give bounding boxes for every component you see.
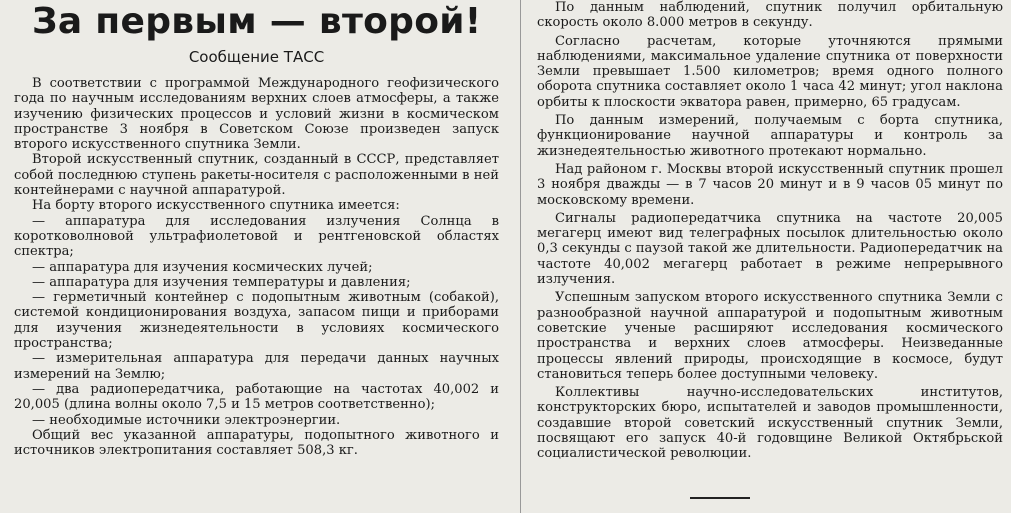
headline: За первым — второй! [32, 1, 482, 42]
list-item: — измерительная аппаратура для передачи данных научных измерений на Землю; [14, 351, 499, 382]
paragraph: Согласно расчетам, которые уточняются прямыми наблюдениями, максимальное удаление спутника от поверхности Земли превышает 1.500 километров; время одного полного оборота спутника составляет около 1 часа 42 минут; угол наклона орбиты к плоскости экватора равен, примерно, 65 градусам. [537, 33, 1003, 110]
paragraph: Второй искусственный спутник, созданный в СССР, представляет собой последнюю ступень ракеты-носителя с расположенными в ней контейнерами с научной аппаратурой. [14, 152, 499, 199]
paragraph: В соответствии с программой Международного геофизического года по научным исследованиям верхних слоев атмосферы, а также изучению физических процессов и условий жизни в космическом пространстве 3 ноября в Советском Союзе произведен запуск второго искусственного спутника Земли. [14, 76, 499, 153]
right-column [520, 0, 1011, 513]
closing-rule [690, 497, 750, 499]
paragraph: Коллективы научно-исследовательских институтов, конструкторских бюро, испытателей и заводов промышленности, создавшие второй советский искусственный спутник Земли, посвящают его запуск 40-й годовщине Великой Октябрьской социалистической революции. [537, 385, 1003, 462]
paragraph: Сигналы радиопередатчика спутника на частоте 20,005 мегагерц имеют вид телеграфных посылок длительностью около 0,3 секунды с паузой такой же длительности. Радиопередатчик на частоте 40,002 мегагерц работает в режиме непрерывного излучения. [537, 210, 1003, 288]
list-item: — аппаратура для изучения космических лучей; [32, 259, 373, 275]
paragraph: По данным измерений, получаемым с борта спутника, функционирование научной аппаратуры и контроль за жизнедеятельностью животного протекают нормально. [537, 113, 1003, 159]
list-item: — два радиопередатчика, работающие на частотах 40,002 и 20,005 (длина волны около 7,5 и 15 метров соответственно); [14, 381, 499, 413]
left-body [14, 76, 499, 458]
list-item: — аппаратура для изучения температуры и давления; [32, 274, 411, 290]
list-item: — необходимые источники электроэнергии. [32, 412, 341, 428]
paragraph: Над районом г. Москвы второй искусственный спутник прошел 3 ноября дважды — в 7 часов 20 минут и в 9 часов 05 минут по московскому времени. [537, 161, 1003, 208]
paragraph: Общий вес указанной аппаратуры, подопытного животного и источников электропитания составляет 508,3 кг. [14, 427, 499, 459]
paragraph: Успешным запуском второго искусственного спутника Земли с разнообразной научной аппаратурой и подопытным животным советские ученые расширяют исследования космического пространства и верхних слоев атмосферы. Неизведанные процессы явлений природы, происходящие в космосе, будут становиться теперь более доступными человеку. [537, 290, 1003, 382]
paragraph: По данным наблюдений, спутник получил орбитальную скорость около 8.000 метров в секунду. [537, 0, 1003, 31]
list-item: — герметичный контейнер с подопытным животным (собакой), системой кондиционирования воздуха, запасом пищи и приборами для изучения жизнедеятельности в условиях космического пространства; [14, 290, 499, 352]
byline: Сообщение ТАСС [188, 48, 325, 66]
list-item: — аппаратура для исследования излучения Солнца в коротковолновой ультрафиолетовой и рентгеновской областях спектра; [14, 213, 499, 260]
paragraph: На борту второго искусственного спутника имеется: [32, 198, 400, 214]
